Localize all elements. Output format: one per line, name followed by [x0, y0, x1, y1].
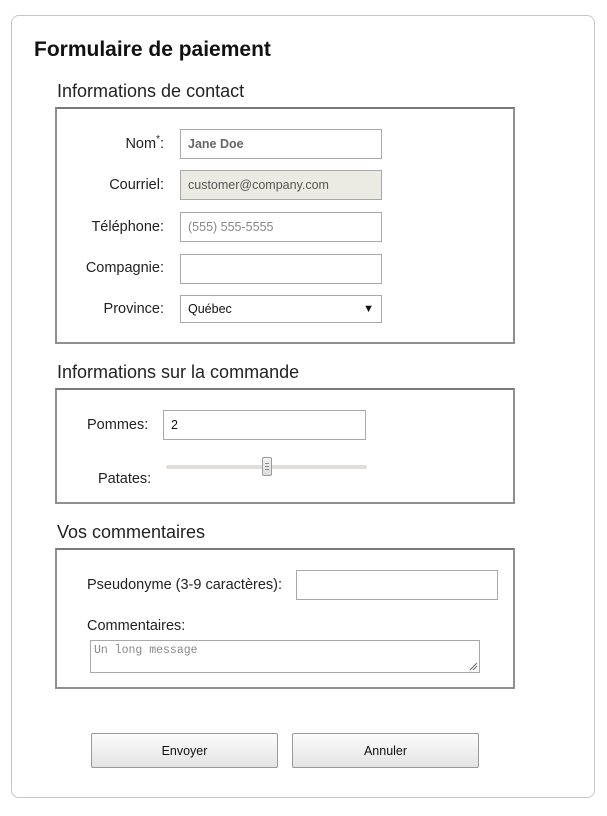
- province-select[interactable]: [180, 295, 382, 323]
- submit-button[interactable]: Envoyer: [91, 733, 278, 768]
- form-title: Formulaire de paiement: [34, 38, 271, 61]
- name-label-colon: :: [159, 135, 164, 152]
- potatoes-slider-thumb[interactable]: [262, 457, 272, 476]
- comments-textarea[interactable]: [90, 640, 480, 673]
- apples-label: Pommes:: [87, 417, 149, 433]
- name-label: [90, 134, 164, 152]
- phone-label: Téléphone:: [91, 219, 164, 235]
- apples-input[interactable]: 2: [163, 410, 366, 440]
- cancel-button[interactable]: Annuler: [292, 733, 479, 768]
- company-input[interactable]: [180, 254, 382, 284]
- phone-input[interactable]: (555) 555-5555: [180, 212, 382, 242]
- comments-placeholder: Un long message: [94, 644, 198, 657]
- province-select-value: Québec: [188, 302, 232, 316]
- email-label: Courriel:: [109, 177, 164, 193]
- slider-grip-icon: [265, 463, 269, 470]
- email-input: customer@company.com: [180, 170, 382, 200]
- potatoes-label: Patates:: [98, 471, 152, 487]
- nickname-label: Pseudonyme (3-9 caractères):: [87, 577, 283, 593]
- company-label: Compagnie:: [85, 260, 164, 276]
- province-label: Province:: [103, 301, 164, 317]
- comments-legend: Vos commentaires: [57, 522, 206, 542]
- name-input[interactable]: Jane Doe: [180, 129, 382, 159]
- nickname-input[interactable]: [296, 570, 498, 600]
- contact-legend: Informations de contact: [57, 81, 245, 101]
- name-label-text: Nom: [125, 135, 157, 152]
- required-mark: *: [156, 134, 160, 145]
- chevron-down-icon: ▼: [363, 303, 374, 315]
- comments-label: Commentaires:: [87, 618, 186, 634]
- order-legend: Informations sur la commande: [57, 362, 300, 382]
- resize-handle-icon[interactable]: [469, 662, 478, 671]
